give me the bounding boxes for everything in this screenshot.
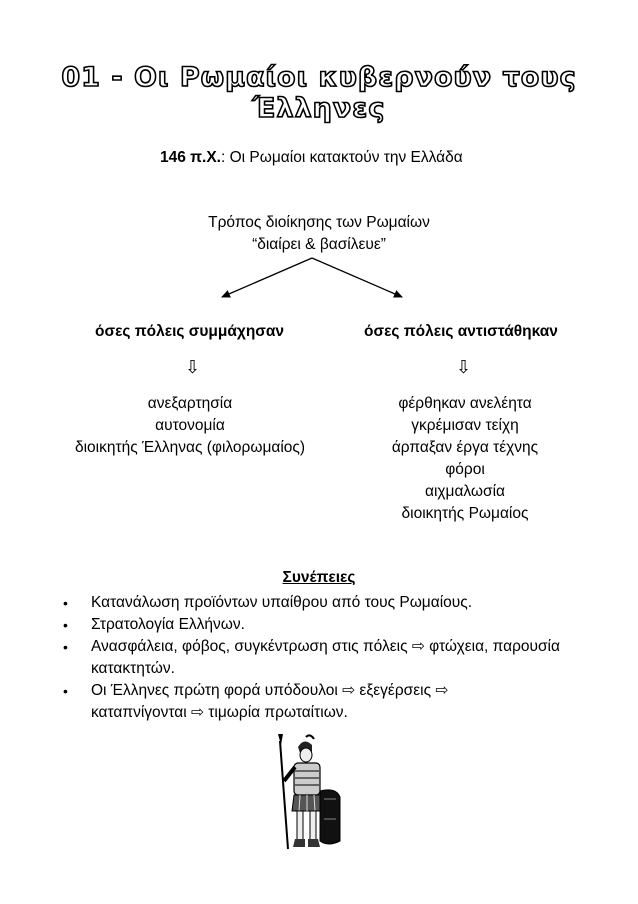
left-item: αυτονομία bbox=[155, 417, 225, 434]
list-item: • Οι Έλληνες πρώτη φορά υπόδουλοι ⇨ εξεγέρσεις ⇨ καταπνίγονται ⇨ τιμωρία πρωταίτιων. bbox=[63, 682, 449, 721]
bullet-icon: • bbox=[63, 617, 68, 633]
intro-text: : Οι Ρωμαίοι κατακτούν την Ελλάδα bbox=[221, 149, 463, 166]
left-heading: όσες πόλεις συμμάχησαν bbox=[95, 323, 285, 340]
bullet-icon: • bbox=[63, 683, 68, 699]
left-item: ανεξαρτησία bbox=[147, 395, 233, 412]
governance-line-1: Τρόπος διοίκησης των Ρωμαίων bbox=[208, 214, 430, 231]
consequences-heading: Συνέπειες bbox=[282, 569, 356, 586]
intro-line bbox=[160, 149, 463, 167]
left-list bbox=[40, 393, 340, 459]
right-branch-arrow bbox=[312, 258, 402, 297]
right-item: διοικητής Ρωμαίος bbox=[401, 505, 529, 522]
left-down-arrow-icon: ⇩ bbox=[185, 357, 201, 377]
right-item: φόροι bbox=[445, 461, 485, 478]
right-item: γκρέμισαν τείχη bbox=[411, 417, 519, 434]
list-item: • Κατανάλωση προϊόντων υπαίθρου από τους Ρωμαίους. bbox=[60, 592, 580, 614]
right-list bbox=[345, 393, 585, 525]
roman-soldier-illustration bbox=[262, 733, 352, 851]
left-branch-arrow bbox=[222, 258, 312, 297]
governance-line-2: “διαίρει & βασίλευε” bbox=[252, 236, 386, 253]
left-item: διοικητής Έλληνας (φιλορωμαίος) bbox=[74, 439, 306, 456]
bullet-icon: • bbox=[63, 639, 68, 655]
intro-date: 146 π.Χ. bbox=[160, 149, 221, 166]
consequences-list bbox=[60, 592, 580, 724]
right-heading: όσες πόλεις αντιστάθηκαν bbox=[364, 323, 558, 340]
right-item: άρπαξαν έργα τέχνης bbox=[391, 439, 539, 456]
right-item: φέρθηκαν ανελέητα bbox=[398, 395, 532, 412]
list-item: • Στρατολογία Ελλήνων. bbox=[60, 614, 580, 636]
right-item: αιχμαλωσία bbox=[424, 483, 506, 500]
bullet-icon: • bbox=[63, 595, 68, 611]
list-item: • Ανασφάλεια, φόβος, συγκέντρωση στις πόλεις ⇨ φτώχεια, παρουσία κατακτητών. bbox=[63, 638, 560, 677]
right-down-arrow-icon: ⇩ bbox=[456, 357, 472, 377]
page-title: 01 - Οι Ρωμαίοι κυβερνούν τους Έλληνες bbox=[61, 62, 577, 124]
